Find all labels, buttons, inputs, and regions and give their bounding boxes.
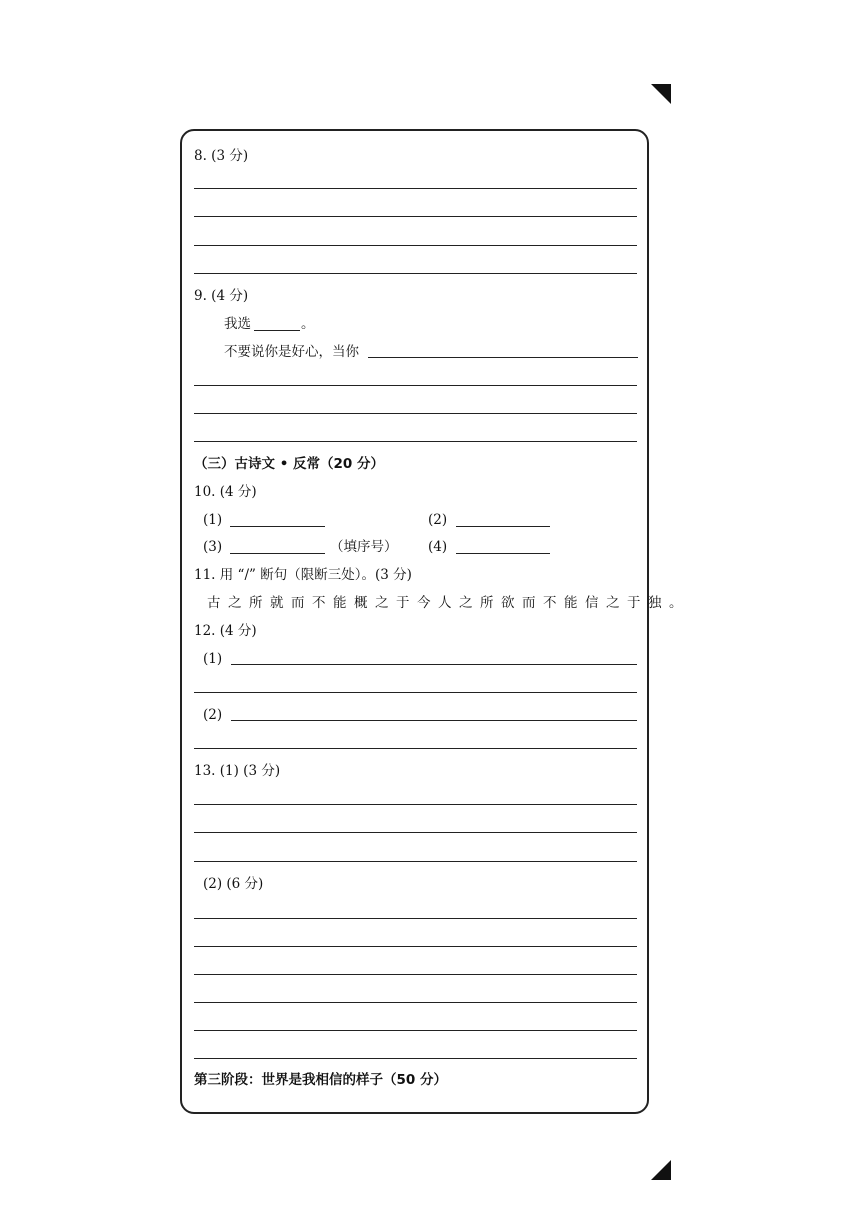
answer-line[interactable] (194, 748, 637, 749)
answer-line[interactable] (194, 273, 637, 274)
choice-prefix: 我选 (224, 316, 251, 332)
answer-line[interactable] (194, 385, 637, 386)
answer-line[interactable] (194, 1002, 637, 1003)
punctuation-sentence: 古之所就而不能概之于今人之所欲而不能信之于独。 (207, 595, 690, 611)
choice-suffix: 。 (301, 316, 315, 332)
item-1-blank[interactable] (230, 526, 325, 527)
item-2-blank[interactable] (456, 526, 550, 527)
item-3-label: (3) (203, 539, 223, 555)
item-1-label: (1) (203, 512, 223, 528)
question-13-part-2-label: (2) (6 分) (203, 876, 264, 892)
answer-line[interactable] (194, 1058, 637, 1059)
answer-line[interactable] (194, 1030, 637, 1031)
choice-blank[interactable] (254, 330, 300, 331)
answer-line[interactable] (194, 413, 637, 414)
question-12-label: 12. (4 分) (194, 623, 257, 639)
stage-heading: 第三阶段：世界是我相信的样子（50 分） (194, 1072, 447, 1088)
question-8-label: 8. (3 分) (194, 148, 249, 164)
answer-line[interactable] (194, 861, 637, 862)
section-heading: （三）古诗文 • 反常（20 分） (194, 456, 385, 472)
item-3-blank[interactable] (230, 553, 325, 554)
question-9-label: 9. (4 分) (194, 288, 249, 304)
item-3-note: （填序号） (330, 539, 398, 555)
item-2-label: (2) (428, 512, 448, 528)
corner-mark-top (651, 84, 671, 104)
item-1-label: (1) (203, 651, 223, 667)
answer-line[interactable] (194, 832, 637, 833)
answer-line[interactable] (231, 664, 637, 665)
question-11-label: 11. 用 “/” 断句（限断三处）。(3 分) (194, 567, 412, 583)
answer-line[interactable] (194, 946, 637, 947)
answer-line[interactable] (194, 216, 637, 217)
answer-line[interactable] (194, 918, 637, 919)
line-prompt: 不要说你是好心，当你 (224, 344, 359, 360)
answer-line[interactable] (194, 692, 637, 693)
item-4-blank[interactable] (456, 553, 550, 554)
corner-mark-bottom (651, 1160, 671, 1180)
question-13-label: 13. (1) (3 分) (194, 763, 281, 779)
item-2-label: (2) (203, 707, 223, 723)
answer-line[interactable] (194, 974, 637, 975)
answer-line[interactable] (231, 720, 637, 721)
answer-line[interactable] (194, 188, 637, 189)
item-4-label: (4) (428, 539, 448, 555)
answer-line[interactable] (368, 357, 638, 358)
question-10-label: 10. (4 分) (194, 484, 257, 500)
answer-line[interactable] (194, 804, 637, 805)
answer-line[interactable] (194, 245, 637, 246)
answer-line[interactable] (194, 441, 637, 442)
answer-sheet-panel (180, 129, 649, 1114)
